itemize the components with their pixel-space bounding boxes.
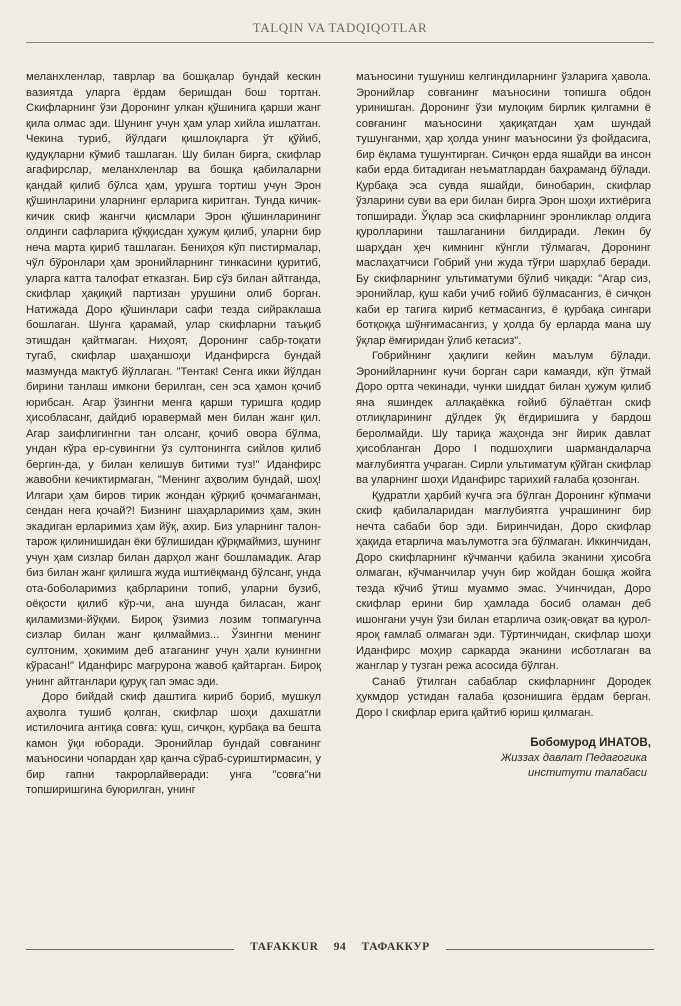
- footer-text: [234, 941, 446, 953]
- right-column: [356, 70, 651, 782]
- paragraph: Доро бийдай скиф даштига кириб бориб, мушкул аҳволга тушиб қолган, скифлар шоҳи дахшатли истилочига антиқа совға: қуш, сичқон, қурбақа ва бешта камон ўқи юборади. Эронийлар бундай совғанинг маъносини чопардан ҳар қанча сўраб-суриштирмасин, у бир гапни такрорлайверади: унга "совға"ни топширишгина буюрилган, унинг: [26, 691, 321, 796]
- author-name: Бобомурод ИНАТОВ,: [530, 736, 651, 749]
- paragraph: маъносини тушуниш келгиндиларнинг ўзларига ҳавола. Эронийлар совғанинг маъносини топишга обдон уринишган. Доронинг ўзи мулоқим бирлик қилгамни ё совғанинг маъносини ҳақиқатдан ҳам шундай тушунганми, ҳар ҳолда унинг маъносини ўз фойдасига, бир ёқлама тушунтирган. Сичқон ерда яшайди ва инсон каби ерда битадиган неъматлардан баҳраманд бўлади. Қурбақа эса сувда яшайди, бинобарин, скифлар ўзларини суви ва ери билан бирга Эрон шоҳи ихтиёрига топширади. Ўқлар эса скифларнинг эронликлар олдига қуролларини ташлаганини билдиради. Лекин бу шарҳдан ҳеч кимнинг кўнгли тўлмагач, Доронинг маслаҳатчиси Гобрий уни жуда тўғри шарҳлаб беради. Бу скифларнинг ультиматуми бўлиб чиқади: "Агар сиз, эронийлар, қуш каби учиб ғойиб бўлмасангиз, ё сичқон каби ер тагига кириб кетмасангиз, ё қурбақа сингари ботқоққа шўнғимасангиз, у ҳолда бу ерларда мана шу ўқлар ёмғиридан ўлиб кетасиз".: [356, 71, 651, 347]
- running-header: TALQIN VA TADQIQOTLAR: [252, 20, 428, 35]
- footer-rule-left: [26, 949, 234, 950]
- paragraph: Гобрийнинг ҳақлиги кейин маълум бўлади. Эронийларнинг кучи борган сари камаяди, кўп ўтмай Доро ортга чекинади, чунки шиддат билан ҳужум қилиб яна яшиндек аллақаёкка ғойиб бўлаётган скиф отлиқларининг дўлдек ўқ ёғдиришига у бардош беролмайди. Шу тариқа жаҳонда энг йирик давлат ҳисобланган Доро I подшоҳлиги шармандаларча мағлубиятга учраган. Сирли ультиматум қўйган скифлар ва уларнинг шоҳи Иданфирс тарихий ғалаба қозонган.: [356, 350, 651, 486]
- paragraph: Санаб ўтилган сабаблар скифларнинг Дородек ҳукмдор устидан ғалаба қозонишига ёрдам берган. Доро I скифлар ерига қайтиб юриш қилмаган.: [356, 675, 651, 719]
- footer-rule-right: [446, 949, 654, 950]
- author-affiliation-line2: институти талабаси: [528, 767, 647, 779]
- author-affiliation-line1: Жиззах давлат Педагогика: [501, 751, 647, 764]
- left-column: [26, 70, 321, 799]
- footer-right-label: ТАФАККУР: [361, 941, 430, 953]
- header-rule: [26, 42, 654, 43]
- page-footer: [26, 940, 654, 960]
- footer-left-label: TAFAKKUR: [250, 941, 319, 953]
- paragraph: меланхленлар, таврлар ва бошқалар бундай кескин вазиятда уларга ёрдам беришдан бош тортган. Скифларнинг ўзи Доронинг улкан қўшинига қарши жанг қила олмас эди. Шунинг учун ҳам улар хийла ишлатган. Чекина туриб, йўлдаги қишлоқларга ўт қўйиб, қудуқларни кўмиб ташлаган. Шу билан бирга, скифлар агафирслар, меланхленлар ва бошқа қабилаларни қандай қилиб бўлса ҳам, урушга тортиш учун Эрон қўшинларини уларнинг ерларига киритган. Тунда кичик-кичик скиф жангчи қисмлари Эрон қўшинларининг олдинги сафларига қўққисдан ҳужум қилиб, уларни бир неча марта қириб ташлаган. Бениҳоя кўп пистирмалар, чўл бўронлари ҳам эронийларнинг тинкасини қуритиб, уларга катта талофат етказган. Бир сўз билан айтганда, скифлар ҳақиқий партизан урушини олиб борган. Натижада Доро қўшинлари сафи тезда сийраклаша бошлаган. Шунга қарамай, улар скифларни таъқиб этишдан қайтмаган. Ниҳоят, Доронинг сабр-тоқати тугаб, скифлар шаҳаншоҳи Иданфирсга бундай мазмунда мактуб йўллаган. "Тентак! Сенга икки йўлдан бирини танлаш имкони берилган, сен эса ҳамон қочиб юрибсан. Агар ўзингни менга қарши туришга қодир ҳисобласанг, дайдиб юравермай мен билан жанг қил. Агар заифлигингни тан олсанг, қочиб овора бўлма, ундан кўра ер-сувингни ўз султонингга сийлов қилиб бергин-да, у билан келишув битими туз!" Иданфирс жавобни кечиктирмаган, "Менинг аҳволим бундай, шоҳ! Илгари ҳам биров тирик жондан қўрқиб қочмаганман, сендан нега қочай?! Бизнинг шаҳарларимиз ҳам, экин экадиган ерларимиз ҳам йўқ, ахир. Биз уларнинг талон-тарож қилинишидан ёки бўлишидан қўрқмаймиз, шунинг учун ҳам сизлар билан дарҳол жанг бошламадик. Агар биз билан жанг қилишга жуда иштиёқманд бўлсанг, унда ота-боболаримиз қабрларини топиб, уларни бузиб, оёқости қилиб кўр-чи, ана шунда биласан, жанг қиламизми-йўқми. Бироқ ўзимиз лозим топмагунча сизлар билан жанг қилмаймиз... Ўзингни менинг султоним, ҳокимим деб атаганинг учун ҳали кунингни кўрасан!" Иданфирс мағрурона жавоб қайтарган. Бироқ унинг айтганлари қуруқ гап эмас эди.: [26, 71, 321, 688]
- page-number: 94: [333, 941, 347, 953]
- paragraph: Қудратли ҳарбий кучга эга бўлган Доронинг кўпмачи скиф қабилаларидан мағлубиятга учрашининг бир нечта сабаби бор эди. Биринчидан, Доро скифлар ҳақида етарлича маълумотга эга бўлмаган. Иккинчидан, Доро скифларнинг кўчманчи қабила эканини ҳисобга олмаган, кўчманчилар учун бир жойдан бошқа жойга тезда кўчиб ўтиш муаммо эмас. Учинчидан, Доро скифлар ерини бир ҳамлада босиб оламан деб ишонгани учун ўзи билан етарлича озиқ-овқат ва қурол-яроқ ғамлаб олмаган эди. Тўртинчидан, скифлар шоҳи Иданфирс моҳир саркарда эканини исботлаган ва жанглар у тузган режа асосида бўлган.: [356, 489, 651, 672]
